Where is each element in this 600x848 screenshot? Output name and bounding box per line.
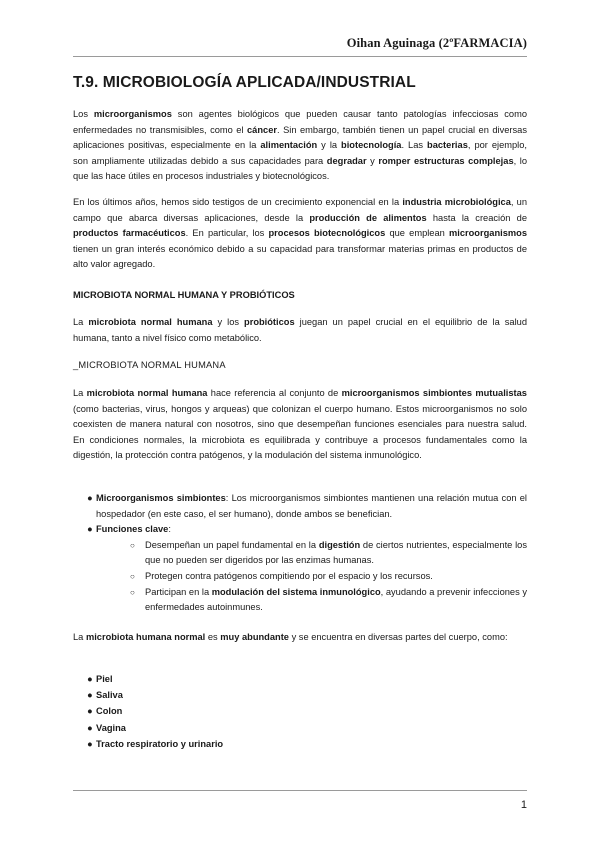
- list-item: ● Tracto respiratorio y urinario: [73, 736, 527, 752]
- bullet-icon: ●: [87, 706, 93, 717]
- section-heading: MICROBIOTA NORMAL HUMANA Y PROBIÓTICOS: [73, 290, 295, 300]
- bullet-icon: ●: [87, 493, 93, 503]
- list-item: ● Piel: [73, 671, 527, 687]
- list-item: ● Microorganismos simbiontes: Los microorganismos simbiontes mantienen una relación mutua con el hospedador (en este caso, el ser humano), donde ambos se benefician.: [87, 493, 527, 519]
- subsection-heading: _MICROBIOTA NORMAL HUMANA: [73, 360, 226, 370]
- intro-paragraph-1: Los microorganismos son agentes biológicos que pueden causar tanto patologías infecciosas como enfermedades no transmisibles, como el cáncer. Sin embargo, también tienen un papel crucial en diversas aplicaciones positivas, especialmente en la alimentación y la biotecnología. Las bacterias, por ejemplo, son ampliamente utilizadas debido a sus capacidades para degradar y romper estructuras complejas, lo que las hace útiles en procesos industriales y biotecnológicos.: [73, 109, 528, 182]
- circle-bullet-icon: ○: [130, 571, 135, 581]
- intro-paragraph-2: En los últimos años, hemos sido testigos de un crecimiento exponencial en la industria microbiológica, un campo que abarca diversas aplicaciones, desde la producción de alimentos hasta la creación de productos farmacéuticos. En particular, los procesos biotecnológicos que emplean microorganismos tienen un gran interés económico debido a su capacidad para transformar materias primas en productos de alto valor agregado.: [73, 197, 528, 270]
- list-item: ● Saliva: [73, 687, 527, 703]
- section-paragraph-3: La microbiota humana normal es muy abundante y se encuentra en diversas partes del cuerpo, como:: [73, 632, 508, 642]
- page-number: 1: [520, 799, 527, 811]
- section-paragraph-1: La microbiota normal humana y los probióticos juegan un papel crucial en el equilibrio de la salud humana, tanto a nivel físico como metabólico.: [73, 317, 527, 343]
- circle-bullet-icon: ○: [130, 540, 135, 550]
- features-list: [73, 491, 527, 616]
- list-item: ● Funciones clave: ○ Desempeñan un papel fundamental en la digestión de ciertos nutrientes, especialmente los que no pueden ser digeridos por las enzimas humanas. ○ Protegen contra patógenos compitiendo por el espacio y los recursos. ○ Participan en la modulación del sistema inmunológico, ayudando a prevenir infecciones y enfermedades autoinmunes.: [73, 522, 527, 616]
- bullet-icon: ●: [87, 738, 93, 749]
- bullet-icon: ●: [87, 524, 93, 535]
- list-item: ● Vagina: [73, 720, 527, 736]
- locations-list: [73, 671, 527, 752]
- footer-divider: [73, 790, 527, 791]
- bullet-icon: ●: [87, 722, 93, 733]
- sub-list-item: ○ Desempeñan un papel fundamental en la digestión de ciertos nutrientes, especialmente los que no pueden ser digeridos por las enzimas humanas.: [130, 539, 527, 566]
- header-divider: [73, 56, 527, 57]
- header-author: Oihan Aguinaga (2ºFARMACIA): [346, 36, 527, 50]
- bullet-icon: ●: [87, 690, 93, 701]
- sub-list-item: ○ Participan en la modulación del sistema inmunológico, ayudando a prevenir infecciones y enfermedades autoinmunes.: [130, 586, 527, 613]
- circle-bullet-icon: ○: [130, 587, 135, 597]
- list-item: ● Colon: [73, 703, 527, 719]
- sub-list-item: ○ Protegen contra patógenos compitiendo por el espacio y los recursos.: [96, 569, 527, 585]
- section-paragraph-2: La microbiota normal humana hace referencia al conjunto de microorganismos simbiontes mutualistas (como bacterias, virus, hongos y arqueas) que colonizan el cuerpo humano. Estos microorganismos no solo coexisten de manera natural con nosotros, sino que desempeñan funciones esenciales para nuestra salud. En condiciones normales, la microbiota es equilibrada y contribuye a procesos fundamentales como la digestión, la protección contra patógenos, y la modulación del sistema inmunológico.: [73, 388, 527, 461]
- bullet-icon: ●: [87, 674, 93, 684]
- document-title: T.9. MICROBIOLOGÍA APLICADA/INDUSTRIAL: [73, 74, 416, 91]
